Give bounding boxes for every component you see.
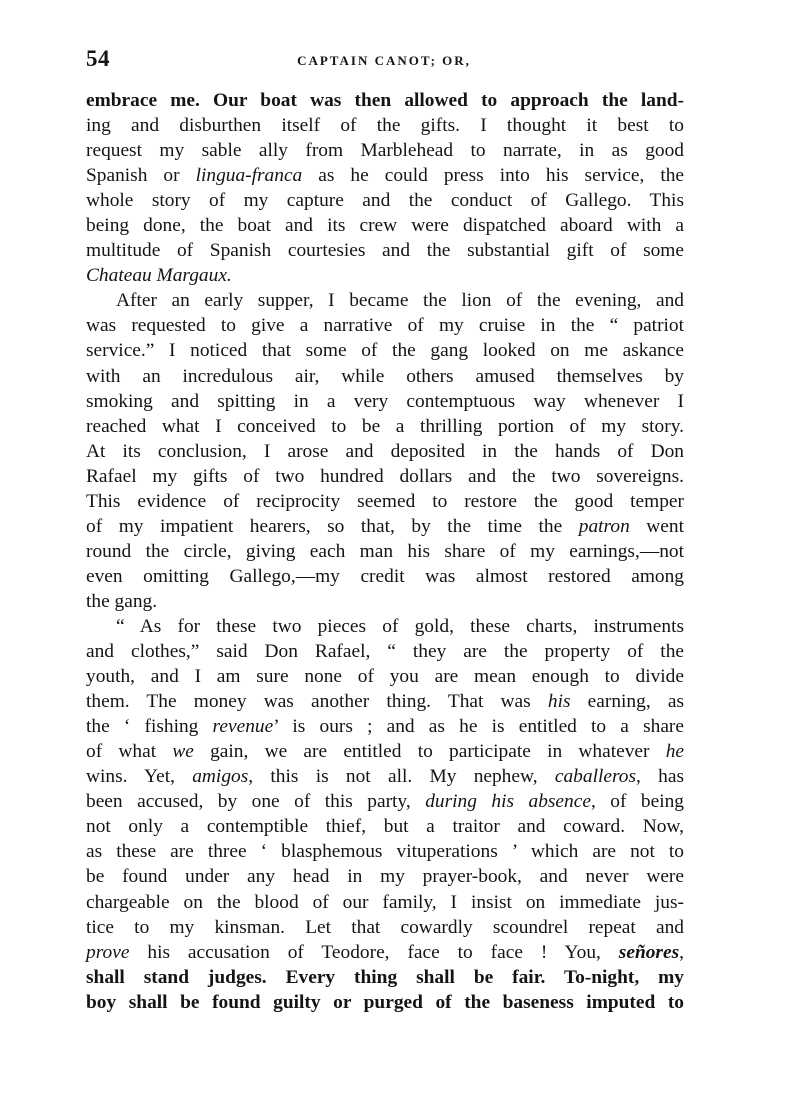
text-line: as these are three ‘ blasphemous vituperations ’ which are not to (86, 841, 684, 863)
page-header (86, 46, 682, 76)
text-line: shall stand judges. Every thing shall be fair. To-night, my (86, 966, 684, 988)
text-line: wins. Yet, amigos, this is not all. My nephew, caballeros, has (86, 766, 685, 788)
emphasis: lingua-franca (195, 165, 303, 187)
text-line: with an incredulous air, while others amused themselves by (86, 365, 684, 387)
text-line: At its conclusion, I arose and deposited in the hands of Don (86, 440, 684, 462)
text-line: of my impatient hearers, so that, by the time the patron went (86, 515, 684, 537)
emphasis: patron (578, 515, 630, 537)
text-line: of what we gain, we are entitled to participate in whatever he (86, 741, 685, 763)
text-line: Spanish or lingua-franca as he could press into his service, the (86, 165, 685, 187)
emphasis: he (665, 741, 685, 763)
text-line: After an early supper, I became the lion of the evening, and (116, 290, 684, 312)
text-line: was requested to give a narrative of my cruise in the “ patriot (86, 315, 684, 337)
text-line: boy shall be found guilty or purged of the baseness imputed to (86, 991, 684, 1013)
text-line: prove his accusation of Teodore, face to face ! You, señores, (86, 941, 684, 963)
text-line: being done, the boat and its crew were dispatched aboard with a (86, 215, 684, 237)
page-number: 54 (86, 46, 110, 71)
emphasis: revenue (212, 716, 274, 738)
text-line: not only a contemptible thief, but a traitor and coward. Now, (86, 816, 684, 838)
text-line: tice to my kinsman. Let that cowardly scoundrel repeat and (86, 916, 684, 938)
emphasis: prove (86, 941, 130, 963)
text-line: smoking and spitting in a very contemptuous way whenever I (86, 390, 684, 412)
emphasis: caballeros (554, 766, 637, 788)
text-line: round the circle, giving each man his share of my earnings,—not (86, 540, 684, 562)
text-line: whole story of my capture and the conduct of Gallego. This (86, 190, 684, 212)
text-line: request my sable ally from Marblehead to narrate, in as good (86, 140, 684, 162)
emphasis: his (547, 691, 571, 713)
text-line: them. The money was another thing. That was his earning, as (86, 691, 684, 713)
text-line: youth, and I am sure none of you are mean enough to divide (86, 666, 684, 688)
emphasis: we (172, 741, 194, 763)
text-line: Chateau Margaux. (86, 265, 232, 287)
text-line: even omitting Gallego,—my credit was almost restored among (86, 565, 684, 587)
text-line: the gang. (86, 590, 158, 612)
emphasis: señores (618, 941, 680, 963)
text-line: embrace me. Our boat was then allowed to approach the land- (86, 90, 684, 111)
text-line: the ‘ fishing revenue’ is ours ; and as he is entitled to a share (86, 716, 684, 738)
text-line: and clothes,” said Don Rafael, “ they are the property of the (86, 641, 684, 663)
text-line: chargeable on the blood of our family, I insist on immediate jus- (86, 891, 684, 913)
text-line: reached what I conceived to be a thrilling portion of my story. (86, 415, 684, 437)
text-line: ing and disburthen itself of the gifts. I thought it best to (86, 115, 684, 137)
body-text (86, 88, 684, 1015)
text-line: “ As for these two pieces of gold, these charts, instruments (116, 615, 684, 637)
text-line: multitude of Spanish courtesies and the substantial gift of some (86, 240, 684, 262)
text-line: be found under any head in my prayer-book, and never were (86, 866, 684, 888)
text-line: Rafael my gifts of two hundred dollars and the two sovereigns. (86, 465, 684, 487)
emphasis: during his absence (425, 791, 591, 813)
running-title: CAPTAIN CANOT; OR, (297, 53, 471, 68)
emphasis: amigos (192, 766, 249, 788)
text-line: been accused, by one of this party, during his absence, of being (86, 791, 684, 813)
text-line: This evidence of reciprocity seemed to restore the good temper (86, 490, 684, 512)
text-line: service.” I noticed that some of the gang looked on me askance (86, 340, 684, 362)
